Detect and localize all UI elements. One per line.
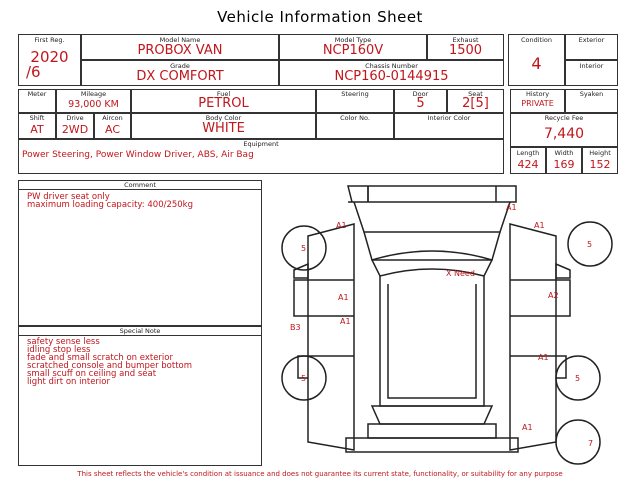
car-diagram (268, 180, 632, 468)
exterior-label: Exterior (578, 36, 605, 44)
condition-label: Condition (520, 36, 553, 44)
length-value: 424 (517, 158, 539, 171)
model-type-label: Model Type (334, 36, 372, 44)
interior-label: Interior (579, 62, 604, 70)
fuel-value: PETROL (198, 96, 249, 111)
fuel-label: Fuel (216, 90, 231, 98)
page-title: Vehicle Information Sheet (217, 8, 423, 26)
width-value: 169 (553, 158, 575, 171)
height-value: 152 (589, 158, 611, 171)
mark-b3-left: B3 (290, 323, 301, 332)
mark-a2-right: A2 (548, 291, 559, 300)
mark-a1-front-right: A1 (534, 221, 545, 230)
first-reg-year: 2020 (30, 48, 69, 66)
equipment-label: Equipment (243, 140, 279, 148)
comment-line-2: maximum loading capacity: 400/250kg (27, 200, 194, 210)
condition-value: 4 (531, 54, 542, 73)
special-note-line-3: fade and small scratch on exterior (27, 353, 173, 363)
drive-value: 2WD (61, 123, 89, 136)
special-note-label: Special Note (119, 327, 161, 335)
body-color-label: Body Color (205, 114, 242, 122)
interior-color-label: Interior Color (427, 114, 471, 122)
special-note-line-6: light dirt on interior (27, 377, 110, 387)
special-note-line-1: safety sense less (27, 337, 100, 347)
comment-line-1: PW driver seat only (27, 192, 110, 202)
tire-rear-right: 5 (575, 374, 581, 383)
grade-label: Grade (170, 62, 190, 70)
special-note-line-2: idling stop less (27, 345, 91, 355)
length-label: Length (516, 149, 540, 157)
door-label: Door (412, 90, 429, 98)
recycle-fee-label: Recycle Fee (544, 114, 584, 122)
aircon-value: AC (104, 123, 120, 136)
width-label: Width (554, 149, 574, 157)
mark-a1-right-rear: A1 (538, 353, 549, 362)
mark-a1-rear: A1 (522, 423, 533, 432)
tire-front-right: 5 (587, 240, 593, 249)
grade-value: DX COMFORT (136, 69, 224, 84)
chassis-number-label: Chassis Number (365, 62, 418, 70)
chassis-number-value: NCP160-0144915 (334, 69, 449, 84)
equipment-value: Power Steering, Power Window Driver, ABS, Air Bag (22, 150, 254, 160)
aircon-label: Aircon (102, 114, 123, 122)
body-color-value: WHITE (202, 121, 245, 136)
shift-label: Shift (29, 114, 45, 122)
car-outline (282, 186, 612, 464)
history-label: History (525, 90, 550, 98)
mark-a1-left-door: A1 (338, 293, 349, 302)
drive-label: Drive (66, 114, 84, 122)
shift-value: AT (30, 123, 44, 136)
syaken-label: Syaken (579, 90, 604, 98)
mark-a1-left-rear: A1 (340, 317, 351, 326)
mark-a1-front-left: A1 (336, 221, 347, 230)
model-name-label: Model Name (159, 36, 201, 44)
model-name-value: PROBOX VAN (137, 43, 223, 58)
meter-label: Meter (27, 90, 47, 98)
first-reg-month: /6 (26, 63, 41, 81)
tire-spare: 7 (588, 439, 594, 448)
color-no-label: Color No. (340, 114, 370, 122)
seat-value: 2[5] (462, 96, 489, 111)
first-reg-label: First Reg. (34, 36, 65, 44)
special-note-line-5: small scuff on ceiling and seat (27, 369, 157, 379)
diagram-marks (290, 203, 593, 448)
mark-a1-front: A1 (506, 203, 517, 212)
height-label: Height (589, 149, 611, 157)
tire-rear-left: 5 (301, 374, 307, 383)
mileage-value: 93,000 KM (68, 99, 119, 110)
mileage-label: Mileage (80, 90, 107, 98)
steering-label: Steering (341, 90, 369, 98)
model-type-value: NCP160V (322, 43, 384, 58)
special-note-line-4: scratched console and bumper bottom (27, 361, 193, 371)
exhaust-value: 1500 (448, 43, 483, 58)
mark-x-need: X Need (446, 269, 475, 278)
footer-disclaimer: This sheet reflects the vehicle's condition at issuance and does not guarantee its current state, functionality, or suitability for any purpose (77, 470, 563, 478)
seat-label: Seat (468, 90, 483, 98)
tire-front-left: 5 (301, 244, 307, 253)
door-value: 5 (416, 96, 425, 111)
exhaust-label: Exhaust (452, 36, 479, 44)
recycle-fee-value: 7,440 (543, 126, 585, 142)
history-value: PRIVATE (521, 99, 554, 108)
comment-label: Comment (124, 181, 156, 189)
